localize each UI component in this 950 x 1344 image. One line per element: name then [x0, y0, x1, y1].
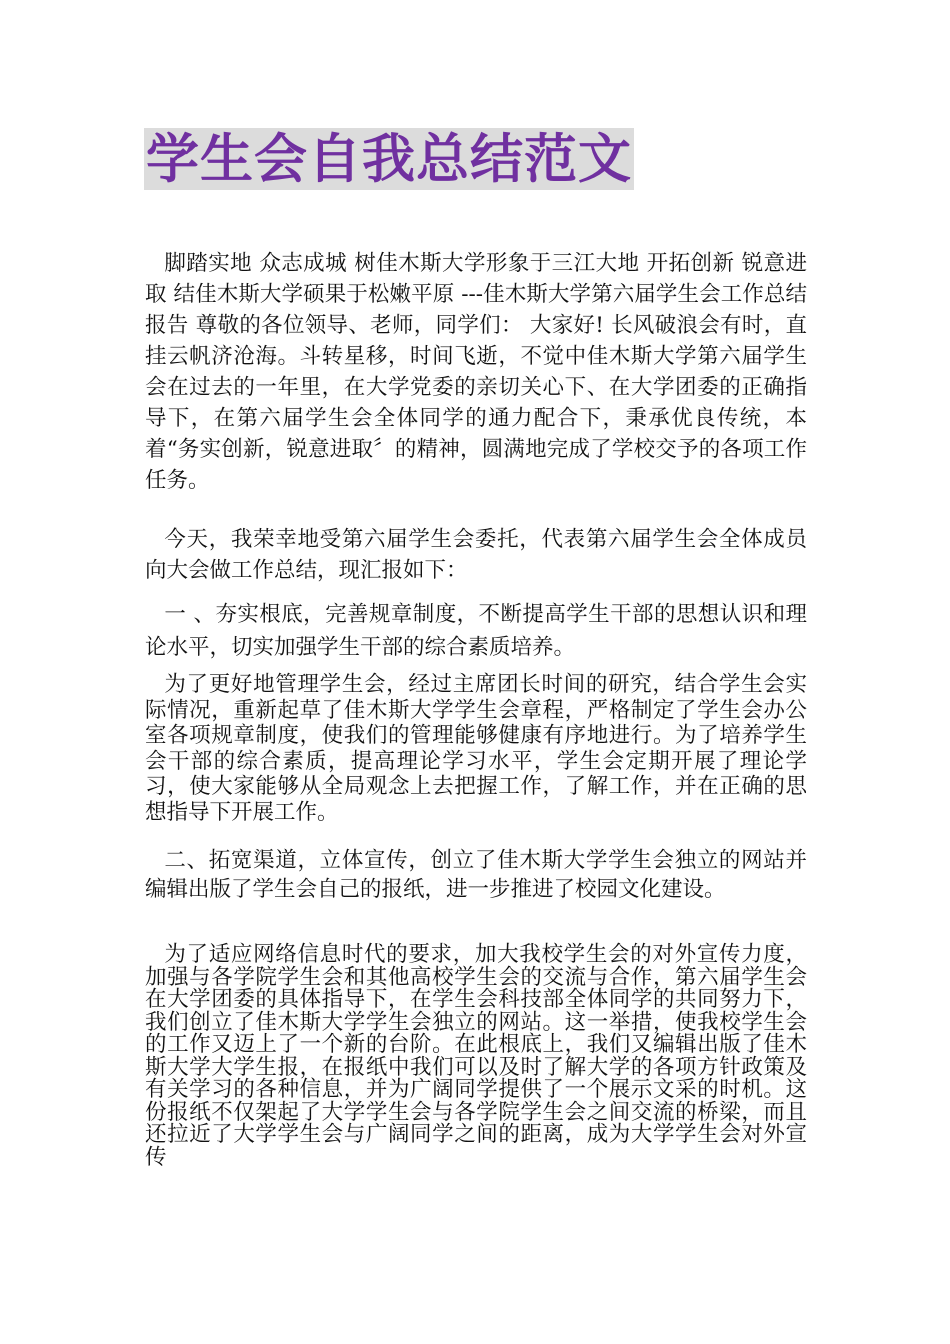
paragraph-section-2-heading: 二、拓宽渠道，立体宣传，创立了佳木斯大学学生会独立的网站并编辑出版了学生会自己的报纸，进一步推进了校园文化建设。	[145, 848, 807, 902]
paragraph-intro: 脚踏实地 众志成城 树佳木斯大学形象于三江大地 开拓创新 锐意进取 结佳木斯大学硕果于松嫩平原 ---佳木斯大学第六届学生会工作总结报告 尊敬的各位领导、老师，同学们： 大家好! 长风破浪会有时，直挂云帆济沧海。斗转星移，时间飞逝，不觉中佳木斯大学第六届学生会在过去的一年里，在大学党委的亲切关心下、在大学团委的正确指导下，在第六届学生会全体同学的通力配合下，秉承优良传统，本着“务实创新，锐意进取〞的精神，圆满地完成了学校交予的各项工作任务。	[145, 251, 807, 493]
paragraph-section-2-body: 为了适应网络信息时代的要求，加大我校学生会的对外宣传力度，加强与各学院学生会和其他高校学生会的交流与合作，第六届学生会在大学团委的具体指导下，在学生会科技部全体同学的共同努力下，我们创立了佳木斯大学学生会独立的网站。这一举措，使我校学生会的工作又迈上了一个新的台阶。在此根底上，我们又编辑出版了佳木斯大学大学生报，在报纸中我们可以及时了解大学的各项方针政策及有关学习的各种信息，并为广阔同学提供了一个展示文采的时机。这份报纸不仅架起了大学学生会与各学院学生会之间交流的桥梁，而且还拉近了大学学生会与广阔同学之间的距离，成为大学学生会对外宣传	[145, 942, 807, 1170]
document-title: 学生会自我总结范文	[146, 128, 632, 190]
paragraph-section-1-heading: 一 、夯实根底，完善规章制度，不断提高学生干部的思想认识和理论水平，切实加强学生干部的综合素质培养。	[145, 602, 807, 660]
paragraph-report: 今天，我荣幸地受第六届学生会委托，代表第六届学生会全体成员向大会做工作总结，现汇报如下：	[145, 527, 807, 583]
paragraph-section-1-body: 为了更好地管理学生会，经过主席团长时间的研究，结合学生会实际情况，重新起草了佳木斯大学学生会章程，严格制定了学生会办公室各项规章制度，使我们的管理能够健康有序地进行。为了培养学生会干部的综合素质，提高理论学习水平，学生会定期开展了理论学习，使大家能够从全局观念上去把握工作，了解工作，并在正确的思想指导下开展工作。	[145, 672, 807, 825]
